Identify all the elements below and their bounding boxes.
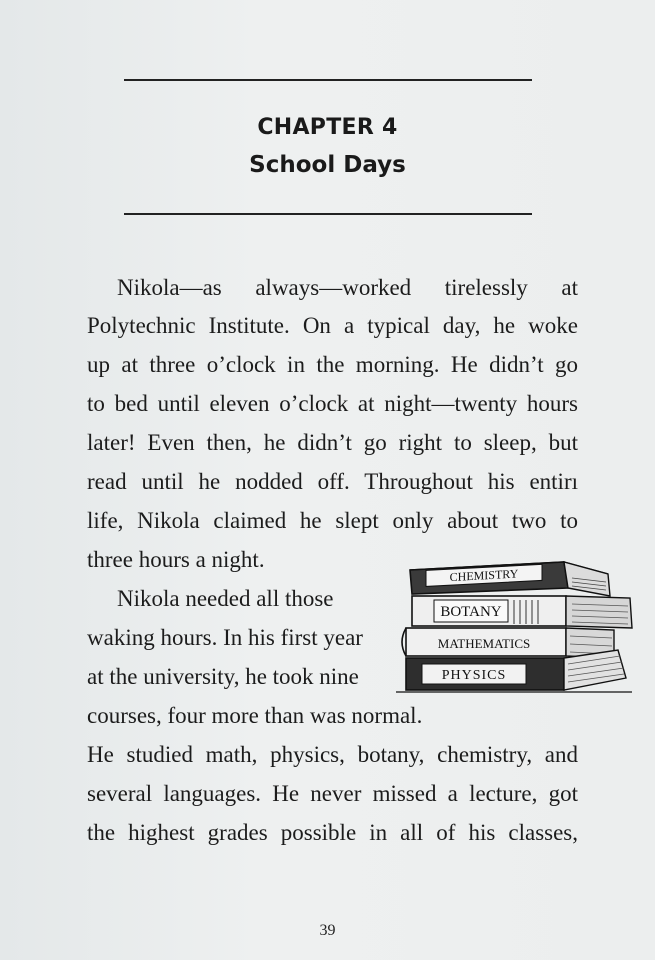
top-rule xyxy=(124,79,532,81)
body-line: waking hours. In his first year xyxy=(87,625,363,650)
spine-label-chemistry: CHEMISTRY xyxy=(449,566,519,585)
body-line: Polytechnic Institute. On a typical day, he woke xyxy=(87,313,578,338)
body-line: several languages. He never missed a lecture, got xyxy=(87,781,578,806)
body-line: to bed until eleven o’clock at night—twenty hours xyxy=(87,391,578,416)
body-line: later! Even then, he didn’t go right to sleep, but xyxy=(87,430,578,455)
body-line: at the university, he took nine xyxy=(87,664,359,689)
spine-label-mathematics: MATHEMATICS xyxy=(437,636,531,651)
chapter-number: CHAPTER 4 xyxy=(257,115,398,140)
body-line: the highest grades possible in all of his classes, xyxy=(87,820,578,845)
body-line: three hours a night. xyxy=(87,547,265,572)
body-line: life, Nikola claimed he slept only about two to xyxy=(87,508,578,533)
body-line: read until he nodded off. Throughout his entirı xyxy=(87,469,578,494)
book-botany xyxy=(412,596,632,628)
chapter-title: School Days xyxy=(249,152,406,178)
page-number: 39 xyxy=(319,922,336,939)
body-line: He studied math, physics, botany, chemistry, and xyxy=(87,742,578,767)
spine-label-physics: PHYSICS xyxy=(441,668,507,683)
body-line: Nikola needed all those xyxy=(117,586,334,611)
book-stack-illustration xyxy=(396,552,636,702)
body-line: up at three o’clock in the morning. He didn’t go xyxy=(87,352,578,377)
bottom-rule xyxy=(124,213,532,215)
spine-label-botany: BOTANY xyxy=(440,604,502,620)
body-line: Nikola—as always—worked tirelessly at xyxy=(117,275,578,300)
body-line: courses, four more than was normal. xyxy=(87,703,423,728)
book-mathematics xyxy=(402,628,614,658)
book-chemistry xyxy=(410,562,610,596)
